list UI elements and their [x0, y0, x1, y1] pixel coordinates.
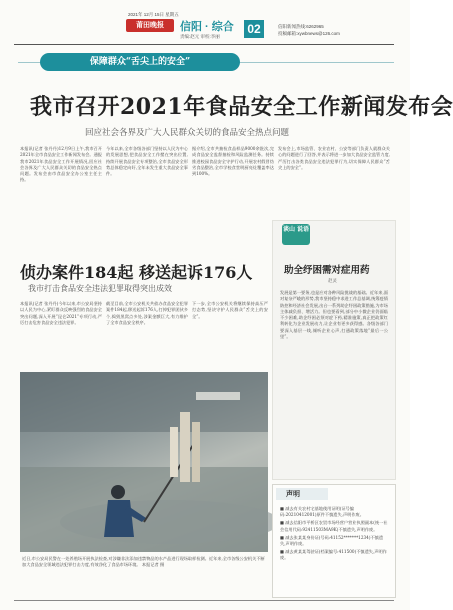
article2-column-2: [106, 301, 188, 369]
article1-text-3: 据介绍,全市共抽检食品样品9000余批次,完成食品安全监督抽检和风险监测任务。持续推进校园食品安全守护行动,开展农村假冒伪劣食品整治,全市学校食堂明厨亮灶覆盖率达到100%。: [192, 146, 274, 177]
commentary-author: 赵灵: [328, 279, 337, 284]
article2-headline: 侦办案件184起 移送起诉176人: [20, 263, 253, 282]
article2-column-1: [20, 301, 102, 369]
submission-email: 投稿邮箱:xywbnews@126.com: [278, 31, 340, 36]
statement-header-bg: [276, 488, 328, 500]
article1-subhead: 回应社会各界及广大人民群众关切的食品安全热点问题: [85, 128, 290, 138]
editors-line: 责编:赵元 审校:李丽: [180, 34, 220, 39]
topic-banner: 保障群众“舌尖上的安全”: [40, 53, 240, 71]
article2-subhead: 我市打击食品安全违法犯罪取得突出成效: [28, 284, 172, 293]
article2-text-3: 下一步,全市公安机关将继续保持高压严打态势,坚决守护人民群众“舌尖上的安全”。: [192, 301, 268, 319]
statement-list: [280, 506, 388, 564]
statement-item: ■ 减去信阳市平桥区农贸市场经营户营业执照副本(统一社会信用代码:92411503MA9K)不慎遗失,声明作废。: [280, 520, 388, 532]
news-photo: [20, 372, 268, 552]
statement-item: ■ 减去有关农村宅基地使用证明(证号编码:20210412001)原件不慎遗失,声明作废。: [280, 506, 364, 518]
news-hotline: 信阳新闻热线:6262965: [278, 24, 324, 29]
statement-item: ■ 减去张某某身份证(号码:41152*******1234)不慎遗失,声明作废。: [280, 534, 384, 547]
commentary-text: 发展是第一要务,也是应对各种风险挑战的基础。近年来,面对复杂严峻的形势,我市坚持稳中求进工作总基调,统筹疫情防控和经济社会发展,出台一系列助企纾困政策措施,为市场主体减负担、增活力。但也要看到,部分中小微企业仍面临不少困难,助企纾困必须对症下药,精准施策,真正把政策红利转化为企业发展动力,让企业有更多获得感。各级各部门要深入基层一线,倾听企业心声,打通政策落地“最后一公里”。: [280, 290, 388, 340]
commentary-badge: 谈山 说语: [282, 224, 310, 245]
article2-text-2: 截至目前,全市公安机关共侦办食品安全犯罪案件184起,移送起诉176人,打掉犯罪团伙多个,捣毁黑窝点多处,涉案金额巨大,有力维护了全市食品安全秩序。: [106, 301, 188, 325]
newspaper-logo: 莆田晚报: [126, 19, 174, 32]
photo-illustration: [20, 372, 268, 552]
article1-headline: 我市召开2021年食品安全工作新闻发布会: [30, 94, 453, 120]
footer-divider: [14, 600, 394, 601]
commentary-title: 助全纾困需对症用药: [284, 265, 370, 276]
article1-column-1: [20, 146, 102, 248]
statement-title: 声明: [286, 489, 300, 498]
commentary-body: [280, 290, 388, 472]
article1-column-2: [106, 146, 188, 248]
article1-text-1: 本报讯(记者 张丹丹)12月9日上午,我市召开2021年全市食品安全工作新闻发布会。通报我市2021年食品安全工作开展情况,回应社会各界及广大人民群众关切的食品安全热点问题。发布会由市食品安全办公室主任主持。: [20, 146, 102, 183]
article1-column-3: [192, 146, 274, 248]
article2-text-1: 本报讯(记者 张丹丹)今年以来,市公安局坚持以人民为中心,紧盯群众反映强烈的食品安全突出问题,深入开展“昆仑2021”专项行动,严厉打击危害食品安全违法犯罪。: [20, 301, 102, 325]
section-title: 信阳 · 综合: [180, 21, 234, 33]
article2-column-3: [192, 301, 268, 369]
article1-text-4: 发布会上,市场监管、农业农村、公安等部门负责人就群众关心的问题进行了回答,并表示将进一步加大食品安全监管力度,严厉打击各类食品安全违法犯罪行为,切实保障人民群众“舌尖上的安全”。: [278, 146, 390, 170]
photo-caption: 近日,市公安局民警在一处养殖场开展执法检查,对涉嫌非法添加违禁物品的水产品进行现场取样检测。近年来,全市各级公安机关不断加大食品安全领域违法犯罪打击力度,有效净化了食品市场环境。 本报记者 摄: [22, 556, 265, 568]
header-divider: [14, 44, 394, 45]
page-number: 02: [244, 20, 264, 38]
article1-column-4: [278, 146, 390, 214]
article1-text-2: 今年以来,全市各级各部门坚持以人民为中心的发展思想,把食品安全工作摆在突出位置,持续开展食品安全专项整治,全市食品安全形势总体稳定向好,全年未发生重大食品安全事件。: [106, 146, 188, 177]
statement-item: ■ 减去黄某某驾驶证(档案编号:411500)不慎遗失,声明作废。: [280, 549, 387, 561]
issue-date: 2021年 12月 15日 星期五: [128, 12, 179, 17]
